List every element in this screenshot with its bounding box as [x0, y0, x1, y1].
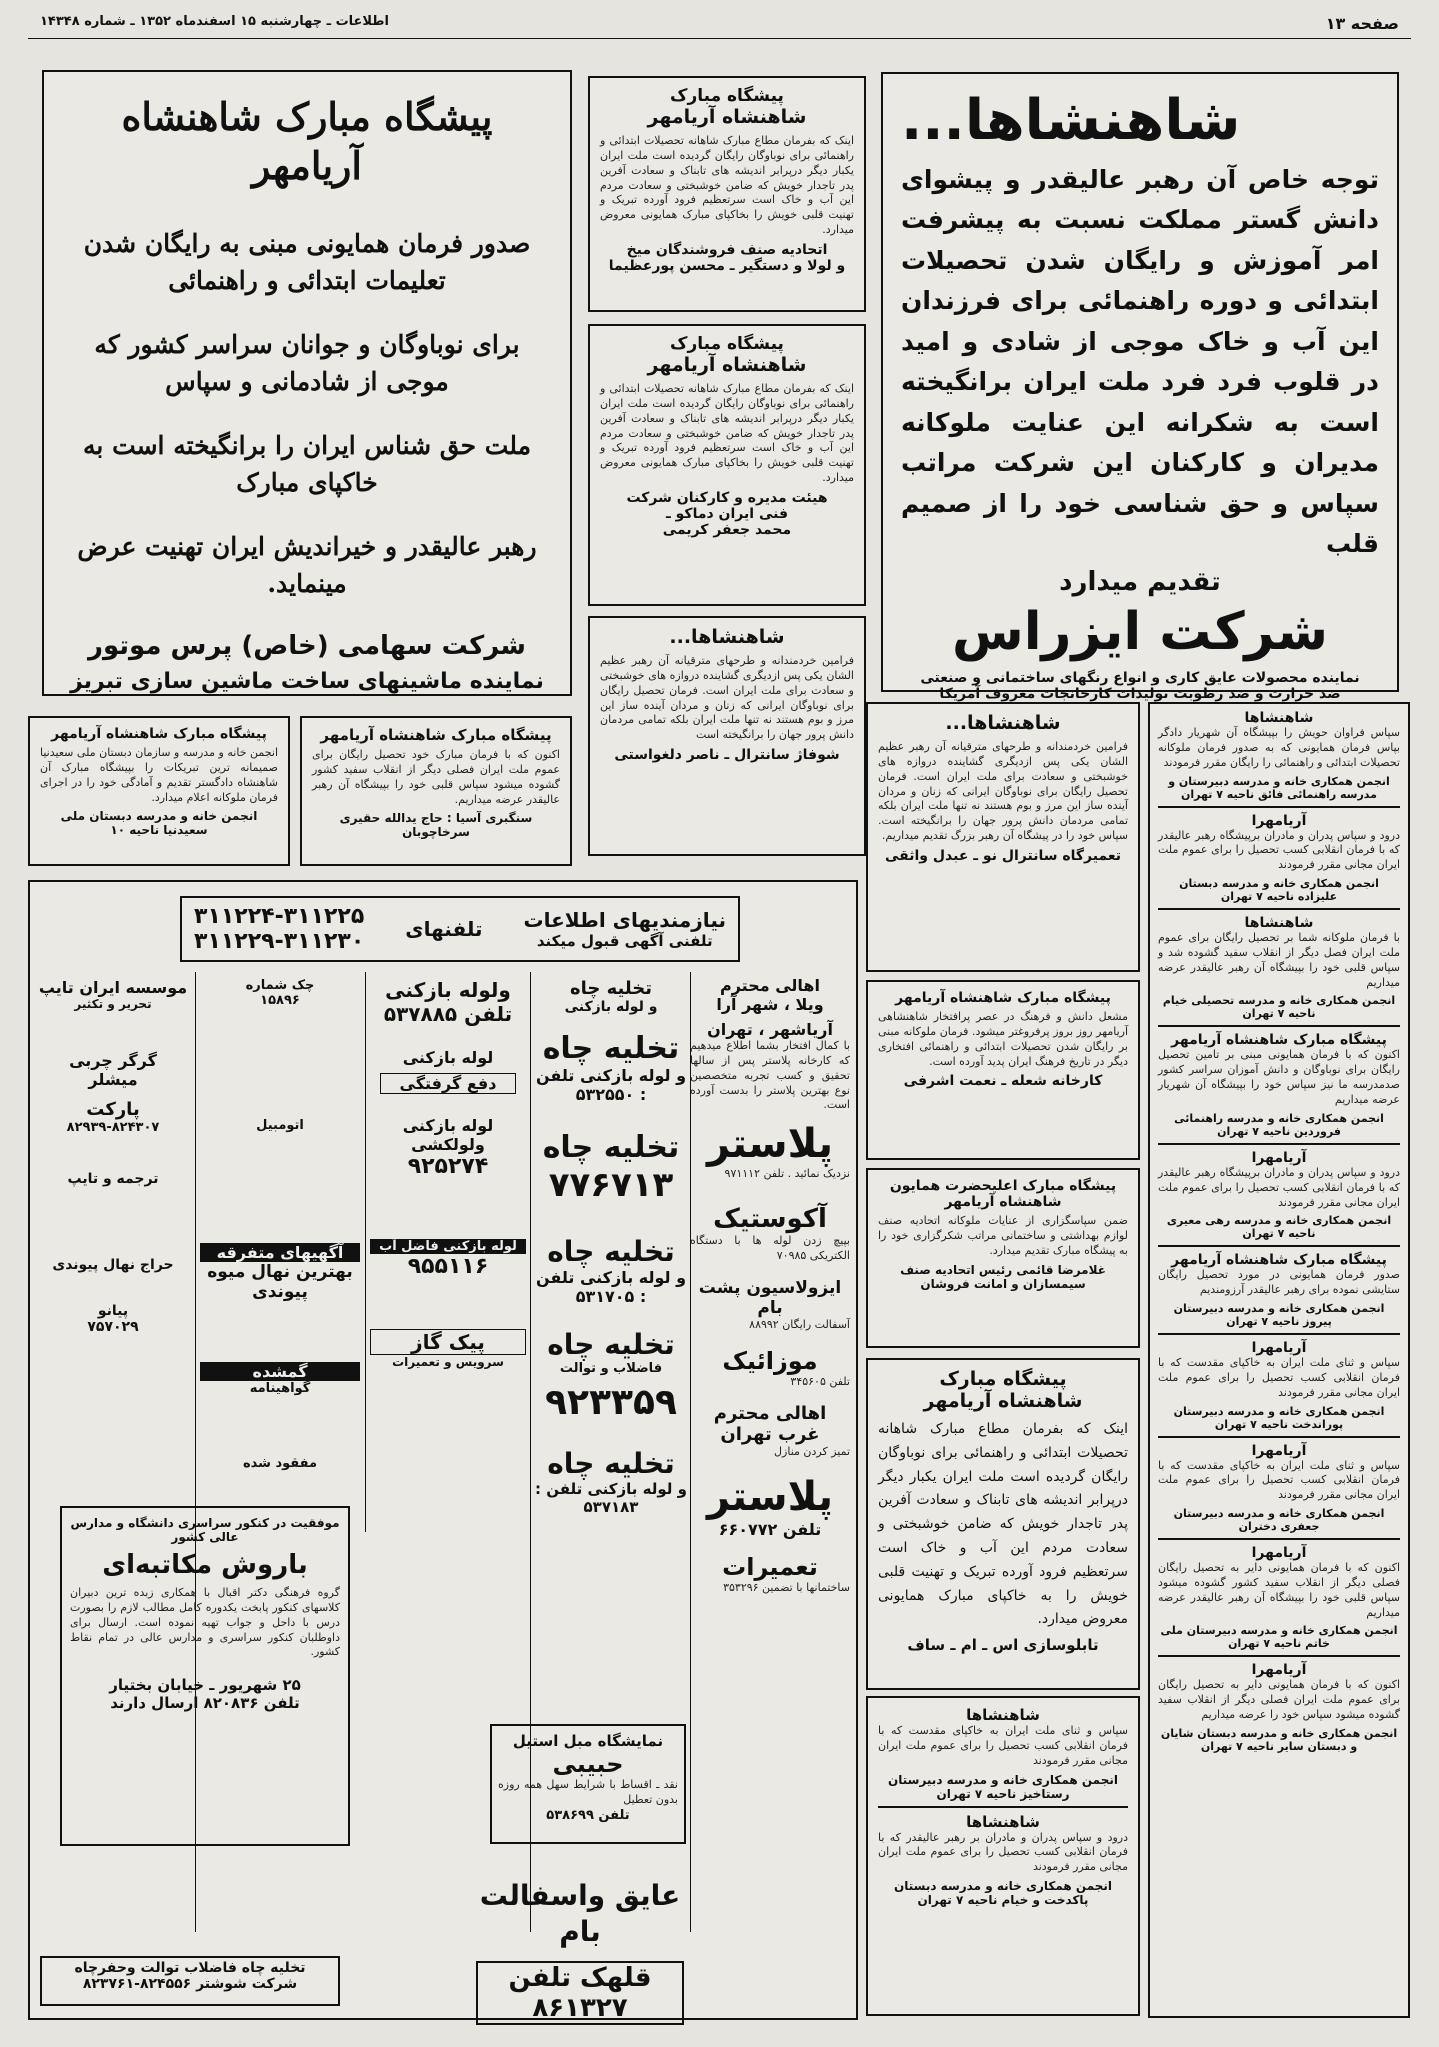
divider: [1158, 908, 1400, 910]
ad-pars-l4: رهبر عالیقدر و خیراندیش ایران تهنیت عرض مینماید.: [77, 531, 537, 599]
classified-item-heading: ترجمه و تایپ: [67, 1171, 159, 1187]
classified-phones-label: تلفنهای: [405, 917, 483, 941]
ad-izras-body: توجه خاص آن رهبر عالیقدر و پیشوای دانش گستر مملکت نسبت به پیشرفت امر آموزش و رایگان شدن تحصیلات ابتدائی و دوره راهنمائی برای فرزندان این آب و خاک موجی از شادی و امید در قلوب فرد فرد ملت ایران برانگیخته است به شکرانه این عنایت ملوکانه مدیران و کارکنان این شرکت مراتب سپاس و حق شناسی خود را از صمیم قلب: [901, 164, 1379, 559]
divider: [878, 1806, 1128, 1808]
classified-item-heading: آکوستیک: [713, 1204, 827, 1235]
ad-kavosh-addr: ۲۵ شهریور ـ خیابان بختیار: [109, 1676, 301, 1695]
ad-izras-company: شرکت ایزراس: [951, 601, 1329, 662]
classified-phone1: ۳۱۱۲۲۴-۳۱۱۲۲۵: [194, 904, 365, 929]
classified-banner: [180, 896, 740, 962]
divider: [1158, 1436, 1400, 1438]
ad-tankh-phone: شرکت شوشتر ۸۲۴۵۵۶-۸۲۳۷۶۱: [82, 1976, 298, 1992]
classified-banner-titles: [524, 908, 726, 950]
mid-notice: [878, 1706, 1128, 1801]
classified-col3: [370, 972, 526, 1532]
right-notice-sign: انجمن همکاری خانه و مدرسه رهی معیری ناحیه ۷ تهران: [1166, 1214, 1392, 1241]
ad-damaco-t2: شاهنشاه آریامهر: [647, 354, 807, 376]
ad-pars-l2: برای نوباوگان و جوانان سراسر کشور که موجی از شادمانی و سپاس: [94, 329, 520, 397]
divider: [1158, 1245, 1400, 1247]
ad-ettehadieh-t2: شاهنشاه آریامهر: [647, 106, 807, 128]
classified-item-text: بپیچ زدن لوله ها با دستگاه الکتریکی ۷۰۹۸۵: [690, 1234, 850, 1262]
classified-item-text: ویلا ، شهر آرا: [716, 995, 824, 1014]
ad-tablo-body: اینک که بفرمان مطاع مبارک شاهانه تحصیلات ابتدائی و راهنمائی برای نوباوگان رایگان گردیده است ملت ایران یکبار دیگر درپرابر اندیشه های تابناک و سعادت آفرین پدر تاجدار خویش که ضامن خوشبختی و سعادت مردم این آب و خاک است سرتعظیم فرود آورده تبریک و تهنیت قلبی خویش را به خاکپای مبارک همایونی معروض میدارد.: [878, 1421, 1128, 1628]
right-notice-title: شاهنشاها: [1244, 915, 1314, 932]
ad-habibi: [490, 1724, 686, 1844]
ad-kavosh: [60, 1506, 350, 1846]
classified-item-heading: پیک گاز: [370, 1329, 526, 1355]
classified-item-text: تلفن ۳۴۵۶۰۵: [790, 1374, 850, 1388]
right-notice-title: آریامهرا: [1251, 1149, 1307, 1166]
ad-kavosh-head: موفقیت در کنکور سراسری دانشگاه و مدارس عالی کشور: [70, 1516, 340, 1544]
ad-ettehadieh-t1: پیشگاه مبارک: [670, 86, 784, 106]
ad-asia-title: پیشگاه مبارک شاهنشاه آریامهر: [320, 726, 552, 744]
ad-tablo-t2: شاهنشاه آریامهر: [923, 1390, 1083, 1412]
classified-item-heading: موسسه ایران تایپ: [38, 978, 188, 997]
classified-item-text: تلفن ۵۳۷۸۸۵: [383, 1002, 513, 1026]
classified-item-heading: تخلیه چاه: [542, 1031, 680, 1066]
divider: [1158, 1143, 1400, 1145]
right-notice-title: آریامهرا: [1251, 1442, 1307, 1459]
ad-tamir-body: فرامین خردمندانه و طرحهای مترقیانه آن رهبر عظیم الشان یکی پس ازدیگری گشاینده دروازه های خوشبختی و سعادت برای ملت ایران است. فرمان تحصیل رایگان برای نوباوگان ایرانی که زنان و مردان آینده ساز این مرز و بوم هستند نه تنها ملت ایران بلکه تمامی مردمان دانش پرور جهان را برانگیخته است. سپاس خود را در پیشگاه آن رهبر بزرگ تقدیم میداریم.: [878, 740, 1128, 843]
classified-phone2: ۳۱۱۲۲۹-۳۱۱۲۳۰: [194, 929, 365, 954]
right-notice-sign: انجمن همکاری خانه و مدرسه دبیرستان جعفری دختران: [1173, 1507, 1385, 1534]
right-notice-body: سپاس و ثنای ملت ایران به خاکپای مقدست که با فرمان انقلابی کسب تحصیل را برای عموم ملت ایران مجانی مقرر فرمودند: [1158, 1356, 1400, 1399]
classified-item-heading: چک شماره: [245, 978, 315, 993]
page-number: صفحه ۱۳: [1325, 14, 1399, 33]
ad-homayoun-sign: غلامرضا قائمی رئیس اتحادیه صنف سیمسازان و امانت فروشان: [900, 1262, 1106, 1291]
ad-habibi-body: نقد ـ اقساط با شرایط سهل همه روزه بدون تعطیل: [498, 1778, 678, 1806]
right-notice: [1158, 813, 1400, 904]
column-divider: [365, 972, 366, 1532]
classified-item-heading: پیانو: [97, 1303, 129, 1319]
classified-item-text: و لوله بازکنی تلفن : ۵۳۷۱۸۳: [535, 1480, 687, 1516]
ad-pars-l1: صدور فرمان همایونی مبنی به رایگان شدن تعلیمات ابتدائی و راهنمائی: [83, 228, 531, 296]
classified-item-text: بهترین نهال میوه پیوندی: [207, 1262, 353, 1302]
classified-item-text: دفع گرفتگی: [380, 1073, 516, 1094]
right-notice-body: سپاس فراوان حویش را بپیشگاه آن شهریار دادگر بپاس فرمان همایونی که به صدور فرمان ملوکانه تحصیلات ابتدائی و راهنمائی را رایگان مقرر فرمودند: [1158, 726, 1400, 769]
ad-shoale: [866, 980, 1140, 1160]
classified-item-text: ۱۵۸۹۶: [260, 993, 300, 1008]
right-notice: [1158, 1662, 1400, 1753]
classified-banner-sub: تلفنی آگهی قبول میکند: [536, 932, 713, 950]
ad-tamir-sign: تعمیرگاه سانترال نو ـ عبدل واثقی: [885, 847, 1121, 864]
ad-pars-sign1: شرکت سهامی (خاص) پرس موتور: [88, 630, 526, 661]
ad-damaco-sign3: محمد جعفر کریمی: [662, 521, 792, 538]
ad-pars-l3: ملت حق شناس ایران را برانگیخته است به خاکپای مبارک: [83, 430, 531, 498]
right-notice-sign: انجمن همکاری خانه و مدرسه دبستان علیزاده ناحیه ۷ تهران: [1179, 877, 1379, 904]
right-notice-body: صدور فرمان همایونی در مورد تحصیل رایگان ستایشی نموده برای رهبر عالیقدر آرزومندیم: [1158, 1268, 1400, 1297]
masthead: اطلاعات ـ چهارشنبه ۱۵ اسفندماه ۱۳۵۲ ـ شماره ۱۴۳۴۸: [40, 14, 389, 29]
classified-item-heading: پلاستر: [707, 1121, 833, 1168]
ad-saeedinia-title: پیشگاه مبارک شاهنشاه آریامهر: [51, 726, 267, 742]
ad-kavosh-body: گروه فرهنگی دکتر اقبال با همکاری زبده ترین دبیران کلاسهای کنکور پابخت یکدوره کامل مطالب لازم را بصورت درس با داحل و جواب تهیه نموده است. ارسال برای داوطلبان کنکور سراسری و مدارس عالی در تمام نقاط کشور.: [70, 1586, 340, 1659]
classified-item-text: ساختمانها با تضمین ۳۵۳۲۹۶: [723, 1581, 850, 1595]
right-notice-sign: انجمن همکاری خانه و مدرسه دبیرستان پیروز ناحیه ۷ تهران: [1173, 1302, 1385, 1329]
ad-ayegh-phone: قلهک تلفن ۸۶۱۳۲۷: [476, 1961, 684, 2025]
ad-habibi-name: حبیبی: [552, 1750, 624, 1778]
ad-damaco: [588, 324, 866, 606]
classified-item-heading: ولوله بازکنی: [385, 978, 511, 1002]
ad-homayoun-body: ضمن سپاسگزاری از عنایات ملوکانه اتحادیه صنف لوازم بهداشتی و ساختمانی مراتب شکرگزاری خود را به پیشگاه مبارک تقدیم میدارد.: [878, 1214, 1128, 1257]
classified-item-heading: گرگر چربی: [69, 1051, 157, 1070]
mid-notice-sign: انجمن همکاری خانه و مدرسه دبستان پاکدخت و خیام ناحیه ۷ تهران: [893, 1879, 1113, 1908]
right-notice: [1158, 1340, 1400, 1431]
right-notice: [1158, 710, 1400, 801]
right-notice-body: با فرمان ملوکانه شما بر تحصیل رایگان برای عموم ملت ایران فصل دیگر از انقلاب سفید گشوده شد و سپاس قلبی خود را بپیشگاه آن رهبر عالیقدر عرضه میداریم: [1158, 931, 1400, 989]
ad-pars-title: پیشگاه مبارک شاهنشاه آریامهر: [121, 94, 493, 189]
ad-shofazh: [588, 616, 866, 856]
ad-asia: [300, 716, 572, 866]
classifieds: [28, 880, 858, 2023]
classified-item-text: و لوله بازکنی تلفن : ۵۳۱۷۰۵: [535, 1268, 687, 1306]
classified-item-heading: تخلیه چاه: [547, 1328, 675, 1361]
classified-item-text: و لوله بازکنی: [564, 999, 658, 1015]
classified-item-text: تحریر و تکثیر: [74, 997, 152, 1011]
ad-shoale-title: پیشگاه مبارک شاهنشاه آریامهر: [895, 990, 1111, 1006]
mid-notice: [878, 1813, 1128, 1908]
classified-item-text: ۷۷۶۷۱۳: [548, 1165, 674, 1205]
classified-item-text: میشلر: [88, 1070, 138, 1089]
classified-item-heading: تخلیه چاه: [542, 1130, 680, 1165]
classified-item-text: فاضلاب و توالت: [559, 1361, 663, 1376]
classified-item-heading: تعمیرات: [722, 1553, 818, 1582]
right-notice: [1158, 1443, 1400, 1534]
right-notice-body: اکنون که با فرمان همایونی دایر به تحصیل رایگان فصلی دیگر از انقلاب سفید کشور گشوده میشود سپاس قلبی خود را بپیشگاه آن رهبر عالیقدر عرضه میداریم: [1158, 1561, 1400, 1619]
classified-item-heading: آریاشهر ، تهران: [707, 1020, 833, 1039]
ad-saeedinia-body: انجمن خانه و مدرسه و سازمان دبستان ملی سعیدنیا صمیمانه ترین تبریکات را بپیشگاه مبارک آن شاهنشاه دادگستر تقدیم و آمادگی خود را در اجرای فرمان ملوکانه اعلام میدارد.: [40, 746, 278, 804]
mid-notice-body: سپاس و ثنای ملت ایران به خاکپای مقدست که با فرمان انقلابی کسب تحصیل را برای عموم ملت ایران مجانی مقرر فرمودند: [878, 1724, 1128, 1767]
ad-damaco-sign2: فنی ایران دماکو ـ: [666, 505, 788, 522]
classified-item-text: ۹۲۵۲۷۴: [407, 1154, 489, 1179]
divider: [1158, 806, 1400, 808]
right-notice: [1158, 1032, 1400, 1137]
ad-shofazh-body: فرامین خردمندانه و طرحهای مترقیانه آن رهبر عظیم الشان یکی پس ازدیگری گشاینده دروازه های خوشبختی و سعادت برای ملت ایران است. فرمان تحصیل رایگان برای نوباوگان ایرانی که زنان و مردان آینده ساز این مرز و بوم هستند نه تنها ملت ایران بلکه تمامی مردمان دانش پرور جهان را برانگیخته است: [600, 654, 854, 742]
classified-item-text: سرویس و تعمیرات: [392, 1355, 504, 1369]
classified-item-heading: مفقود شده: [242, 1456, 318, 1471]
header-rule: [28, 38, 1411, 39]
ad-ayegh: [470, 1872, 690, 2023]
ad-damaco-body: اینک که بفرمان مطاع مبارک شاهانه تحصیلات ابتدائی و راهنمائی برای نوباوگان رایگان گردیده است ملت ایران یکبار دیگر درپرابر اندیشه های تابناک و سعادت آفرین پدر تاجدار خویش که ضامن خوشبختی و سعادت مردم این آب و خاک است سرتعظیم فرود آورده تبریک و تهنیت قلبی خویش را بخاکپای مبارک همایونی معروض میدارد.: [600, 382, 854, 485]
right-notice-sign: انجمن همکاری خانه و مدرسه تحصیلی خیام ناحیه ۷ تهران: [1162, 994, 1396, 1021]
right-notice-body: درود و سپاس پدران و مادران برپیشگاه رهبر عالیقدر که با فرمان انقلابی کسب تحصیل را برای عموم ملت ایران مجانی مقرر فرمودند: [1158, 1165, 1400, 1209]
ad-tablo-t1: پیشگاه مبارک: [939, 1368, 1067, 1390]
classified-item-heading: تخلیه چاه: [570, 978, 652, 999]
classified-item-heading: لوله بازکنی ولولکشی: [402, 1116, 494, 1154]
mid-col-notices: [866, 1696, 1140, 2016]
ad-habibi-phone: تلفن ۵۳۸۶۹۹: [546, 1807, 630, 1823]
right-notice: [1158, 1150, 1400, 1241]
divider: [1158, 1538, 1400, 1540]
divider: [1158, 1655, 1400, 1657]
right-notice-sign: انجمن همکاری خانه و مدرسه راهنمائی فروردین ناحیه ۷ تهران: [1174, 1111, 1384, 1138]
classified-item-heading: پلاستر: [707, 1474, 833, 1521]
ad-shofazh-sign: شوفاژ سانترال ـ ناصر دلغواستی: [614, 747, 840, 764]
ad-izras-title: شاهنشاها...: [901, 88, 1241, 153]
ad-tamir-title: شاهنشاها...: [945, 712, 1061, 734]
mid-notice-sign: انجمن همکاری خانه و مدرسه دبیرستان رستاخیز ناحیه ۷ تهران: [888, 1772, 1118, 1801]
classified-item-heading: لوله بازکنی فاضل آب: [370, 1239, 526, 1254]
ad-tablo-sign: تابلوسازی اس ـ ام ـ ساف: [907, 1636, 1099, 1655]
mid-notice-title: شاهنشاها: [966, 1812, 1040, 1831]
classified-item-text: و لوله بازکنی تلفن : ۵۳۲۵۵۰: [535, 1066, 687, 1104]
ad-pars-motor: [42, 70, 572, 696]
right-notice-title: آریامهرا: [1251, 812, 1307, 829]
ad-ettehadieh: [588, 76, 866, 312]
classified-item-text: نزدیک نمائید . تلفن ۹۷۱۱۱۲: [724, 1167, 850, 1181]
classified-col1: [690, 972, 850, 1912]
classified-item-heading: آگهیهای متفرقه: [200, 1243, 360, 1262]
classified-item-heading: اهالی محترم: [720, 976, 820, 995]
ad-izras-footer2: ضد حرارت و ضد رطوبت تولیدات کارخانجات معروف آمریکا: [939, 686, 1341, 703]
divider: [1158, 1025, 1400, 1027]
ad-shoale-body: مشعل دانش و فرهنگ در عصر پرافتخار شاهنشاهی آریامهر روز بروز پرفروغتر میشود. فرمان ملوکانه مبنی بر رایگان شدن تحصیلات ابتدائی و راهنمائی افتخاری دیگر در تاریخ فرهنگ ایران پدید آورده است.: [878, 1010, 1128, 1068]
ad-tamir: [866, 702, 1140, 972]
ad-ettehadieh-sign2: و لولا و دستگیر ـ محسن پورعظیما: [608, 257, 846, 274]
classified-item-text: ۹۵۵۱۱۶: [407, 1254, 489, 1279]
right-notice-sign: انجمن همکاری خانه و مدرسه دبستان شایان و دبستان سایر ناحیه ۷ تهران: [1160, 1727, 1398, 1753]
mid-notice-title: شاهنشاها: [966, 1706, 1040, 1724]
right-notice: [1158, 1252, 1400, 1328]
ad-izras: [881, 72, 1399, 703]
right-notice-body: اکنون که با فرمان همایونی دایر به تحصیل رایگان برای عموم ملت ایران فصلی دیگر از انقلاب سفید گشوده میشود سپاس خود را عرضه میداریم: [1158, 1678, 1400, 1722]
ad-saeedinia: [28, 716, 290, 866]
classified-item-heading: اتومبیل: [256, 1118, 304, 1133]
ad-homayoun: [866, 1168, 1140, 1348]
ad-shoale-sign: کارخانه شعله ـ نعمت اشرفی: [903, 1073, 1103, 1090]
ad-tankh-title: تخلیه چاه فاضلاب توالت وحفرچاه: [74, 1960, 306, 1976]
ad-asia-sign: سنگبری آسیا : حاج یدالله حقیری سرخاچوبان: [339, 811, 533, 840]
ad-damaco-t1: پیشگاه مبارک: [670, 334, 784, 354]
classified-item-text: تلفن ۶۶۰۷۷۲: [718, 1520, 822, 1540]
classified-col2: [535, 972, 687, 1692]
ad-damaco-sign1: هیئت مدیره و کارکنان شرکت: [626, 489, 828, 506]
ad-kavosh-phone: تلفن ۸۲۰۸۳۶ ارسال دارند: [110, 1694, 300, 1713]
ad-homayoun-title: پیشگاه مبارک اعلیحضرت همایون شاهنشاه آریامهر: [889, 1178, 1117, 1210]
right-notice-title: آریامهرا: [1251, 1662, 1307, 1679]
classified-item-heading: اهالی محترم غرب تهران: [713, 1403, 827, 1446]
ad-saeedinia-sign: انجمن خانه و مدرسه دبستان ملی سعیدنیا ناحیه ۱۰: [60, 809, 258, 838]
classified-item-heading: حراج نهال پیوندی: [52, 1257, 174, 1273]
ad-izras-footer1: نماینده محصولات عایق کاری و انواع رنگهای ساختمانی و صنعتی: [920, 670, 1360, 687]
divider: [1158, 1333, 1400, 1335]
ad-shofazh-title: شاهنشاها...: [669, 626, 785, 648]
classified-phones: [194, 904, 364, 954]
classified-item-heading: پارکت: [86, 1099, 140, 1120]
ad-tablo: [866, 1358, 1140, 1690]
classified-item-text: با کمال افتخار بشما اطلاع میدهیم که کارخانه پلاستر پس از سالها تحقیق و کسب تجربه متخصصین نوع بهترین پلاستر را بدست آورده است.: [690, 1039, 850, 1112]
ad-ettehadieh-body: اینک که بفرمان مطاع مبارک شاهانه تحصیلات ابتدائی و راهنمائی برای نوباوگان رایگان گردیده است ملت ایران یکبار دیگر درپرابر اندیشه های تابناک و سعادت آفرین پدر تاجدار خویش که ضامن خوشبختی و سعادت مردم این آب و خاک است سرتعظیم فرود آورده تبریک و تهنیت قلبی خویش را بخاکپای مبارک همایونی معروض میدارد.: [600, 134, 854, 237]
classified-item-heading: گمشده: [200, 1362, 360, 1381]
ad-ettehadieh-sign1: اتحادیه صنف فروشندگان میخ: [626, 241, 828, 258]
classified-item-text: ۸۲۹۳۹-۸۲۴۳۰۷: [66, 1120, 160, 1135]
classified-banner-title: نیازمندیهای اطلاعات: [523, 908, 726, 932]
classified-item-text: گواهینامه: [249, 1381, 311, 1396]
classified-item-text: آسفالت رایگان ۸۸۹۹۲: [749, 1317, 850, 1331]
classified-item-text: تمیز کردن منازل: [774, 1445, 850, 1459]
ad-pars-sign2: نماینده ماشینهای ساخت ماشین سازی تبریز: [70, 668, 544, 694]
right-notice-body: درود و سپاس پدران و مادران برپیشگاه رهبر عالیقدر که با فرمان انقلابی کسب تحصیل را برای عموم ملت ایران مجانی مقرر فرمودند: [1158, 828, 1400, 872]
classified-item-heading: موزائیک: [722, 1346, 818, 1375]
right-notice-title: پیشگاه مبارک شاهنشاه آریامهر: [1171, 1032, 1387, 1049]
ad-habibi-title: نمایشگاه مبل استیل: [512, 1732, 664, 1750]
right-notice-sign: انجمن همکاری خانه و مدرسه دبیرستان ملی خاتم ناحیه ۷ تهران: [1160, 1624, 1398, 1651]
classified-col5: [36, 972, 190, 1492]
right-notice-sign: انجمن همکاری خانه و مدرسه دبیرستان پوراندخت ناحیه ۷ تهران: [1173, 1404, 1385, 1431]
right-notice: [1158, 915, 1400, 1020]
classified-col4: [200, 972, 360, 1532]
ad-izras-offer: تقدیم میدارد: [1059, 566, 1221, 597]
right-notice-body: اکنون که با فرمان همایونی مبنی بر تامین تحصیل رایگان برای نوباوگان و دانش آموزان سراسر کشور صدمدرسه ما نیز سپاس خود را بپیشگاه آن شهریار عرضه میداریم: [1158, 1048, 1400, 1106]
classified-item-text: ۷۵۷۰۲۹: [87, 1319, 139, 1335]
right-col-notices: [1148, 702, 1410, 2018]
classified-item-heading: لوله بازکنی: [402, 1048, 494, 1067]
ad-tankh: [40, 1956, 340, 2006]
mid-notice-body: درود و سپاس پدران و مادران بر رهبر عالیقدر که با فرمان انقلابی کسب تحصیل را برای عموم ملت ایران مجانی مقرر فرمودند: [878, 1830, 1128, 1874]
right-notice: [1158, 1545, 1400, 1650]
right-notice-sign: انجمن همکاری خانه و مدرسه دبیرستان و مدرسه راهنمائی فائق ناحیه ۷ تهران: [1168, 774, 1390, 801]
classified-item-heading: تخلیه چاه: [547, 1447, 675, 1480]
right-notice-title: پیشگاه مبارک شاهنشاه آریامهر: [1171, 1252, 1387, 1269]
right-notice-title: آریامهرا: [1251, 1545, 1307, 1562]
ad-kavosh-title: باروش مکاتبه‌ای: [102, 1550, 308, 1580]
classified-item-heading: ۹۲۳۳۵۹: [545, 1382, 677, 1423]
right-notice-title: آریامهرا: [1251, 1340, 1307, 1357]
ad-asia-body: اکنون که با فرمان مبارک خود تحصیل رایگان برای عموم ملت ایران فصلی دیگر از انقلاب سفید کشور گشوده میشود سپاس قلبی خود را بپیشگاه آن رهبر عالیقدر عرضه میداریم.: [312, 748, 560, 806]
classified-item-heading: تخلیه چاه: [547, 1235, 675, 1268]
ad-ayegh-title: عایق واسفالت بام: [479, 1879, 681, 1949]
right-notice-body: سپاس و ثنای ملت ایران به خاکپای مقدست که با فرمان انقلابی کسب تحصیل را برای عموم ملت ایران مجانی مقرر فرمودند: [1158, 1458, 1400, 1502]
classified-item-heading: ایزولاسیون پشت بام: [698, 1277, 842, 1318]
right-notice-title: شاهنشاها: [1244, 710, 1314, 726]
